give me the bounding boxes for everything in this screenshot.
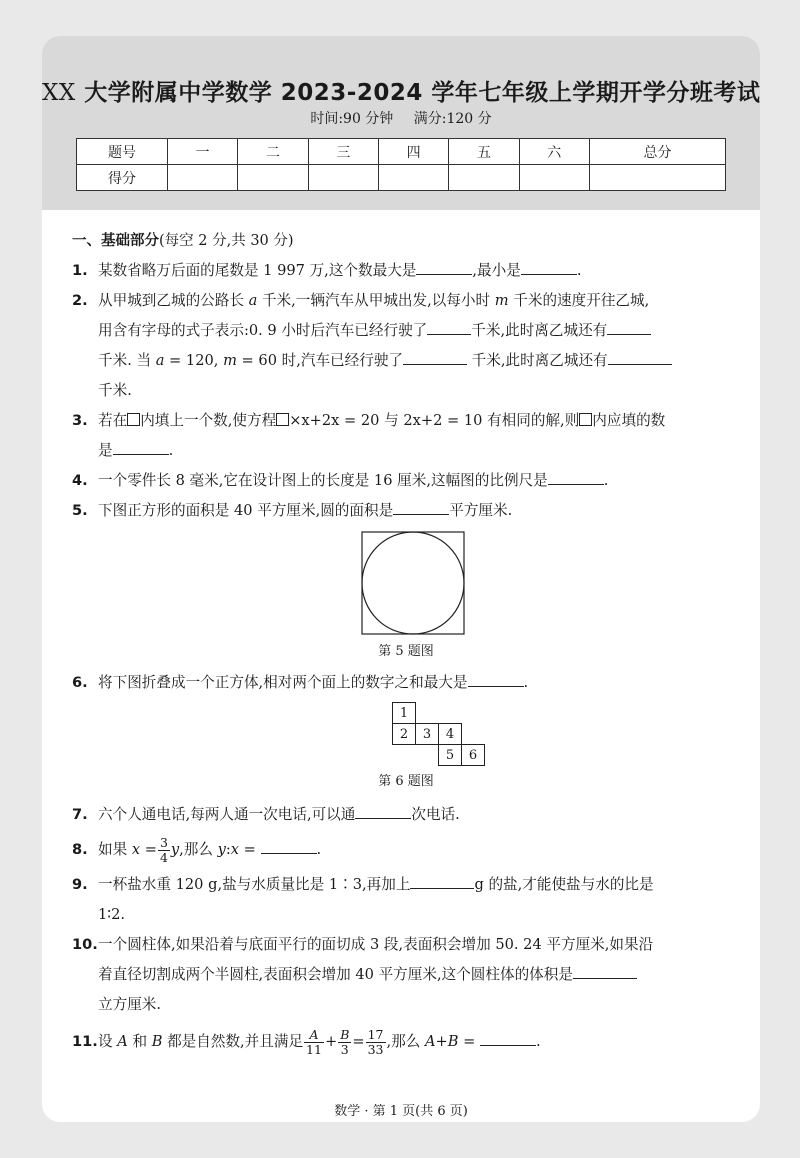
question-9: 9. 一杯盐水重 120 g,盐与水质量比是 1∶3,再加上 g 的盐,才能使盐与水的比是 1∶2. <box>72 870 740 930</box>
question-number: 5. <box>72 502 88 519</box>
score-cell: 总分 <box>589 139 725 165</box>
score-cell: 五 <box>449 139 519 165</box>
question-5: 5. 下图正方形的面积是 40 平方厘米,圆的面积是 平方厘米. <box>72 496 740 526</box>
answer-blank[interactable] <box>607 316 651 335</box>
exam-sheet <box>42 36 760 1122</box>
score-table-score-row <box>77 165 726 191</box>
question-7: 7. 六个人通电话,每两人通一次电话,可以通 次电话. <box>72 800 740 830</box>
question-11: 11. 设 A 和 B 都是自然数,并且满足 $\frac{A}{11}$ + $\frac{B}{3}$ = $\frac{17}{33}$ ,那么 A+B = . <box>72 1020 740 1064</box>
net-cell: 2 <box>392 723 416 745</box>
answer-blank[interactable] <box>521 256 577 275</box>
question-number: 1. <box>72 262 88 279</box>
score-cell: 二 <box>238 139 308 165</box>
header-band <box>42 36 760 210</box>
score-input-cell[interactable] <box>589 165 725 191</box>
page-footer: 数学 · 第 1 页(共 6 页) <box>334 1104 468 1119</box>
fraction: $\frac{17}{33}$ <box>367 1026 384 1057</box>
square-circle-diagram <box>72 526 740 642</box>
answer-blank[interactable] <box>573 960 637 979</box>
question-number: 9. <box>72 876 88 893</box>
answer-blank[interactable] <box>113 436 169 455</box>
cube-net <box>72 698 740 790</box>
figure-5 <box>72 526 740 642</box>
exam-body <box>72 226 740 1064</box>
net-cell: 4 <box>438 723 462 745</box>
question-number: 10. <box>72 936 98 953</box>
exam-time: 时间:90 分钟 <box>310 111 394 127</box>
score-input-cell[interactable] <box>308 165 378 191</box>
net-cell: 5 <box>438 744 462 766</box>
question-1: 1. 某数省略万后面的尾数是 1 997 万,这个数最大是 ,最小是 . <box>72 256 740 286</box>
answer-blank[interactable] <box>480 1027 536 1046</box>
score-cell: 六 <box>519 139 589 165</box>
question-number: 3. <box>72 412 88 429</box>
net-cell: 6 <box>461 744 485 766</box>
square-box-icon <box>579 413 592 426</box>
question-3: 3. 若在 内填上一个数,使方程 ×x+2x = 20 与 2x+2 = 10 有相同的解,则 内应填的数 是 . <box>72 406 740 466</box>
answer-blank[interactable] <box>608 346 672 365</box>
answer-blank[interactable] <box>355 800 411 819</box>
answer-blank[interactable] <box>416 256 472 275</box>
question-number: 4. <box>72 472 88 489</box>
question-8: 8. 如果 x = $\frac{3}{4}$ y,那么 y:x = . <box>72 830 740 870</box>
square-box-icon <box>127 413 140 426</box>
exam-full-score: 满分:120 分 <box>413 111 492 127</box>
score-input-cell[interactable] <box>168 165 238 191</box>
circle-shape <box>362 532 464 634</box>
score-cell: 得分 <box>77 165 168 191</box>
score-table <box>76 138 726 191</box>
question-2: 2. 从甲城到乙城的公路长 a 千米,一辆汽车从甲城出发,以每小时 m 千米的速度开往乙城, 用含有字母的式子表示:0. 9 小时后汽车已经行驶了 千米,此时离乙城还有 千米. 当 a = 120, m = 60 时,汽车已经行驶了 千米,此时离乙城还有 千米. <box>72 286 740 406</box>
score-cell: 四 <box>378 139 448 165</box>
score-cell: 三 <box>308 139 378 165</box>
section-title: 一、基础部分(每空 2 分,共 30 分) <box>72 233 294 249</box>
score-input-cell[interactable] <box>238 165 308 191</box>
question-number: 6. <box>72 674 88 691</box>
answer-blank[interactable] <box>468 668 524 687</box>
fraction: $\frac{A}{11}$ <box>306 1026 322 1057</box>
answer-blank[interactable] <box>548 466 604 485</box>
answer-blank[interactable] <box>261 835 317 854</box>
answer-blank[interactable] <box>403 346 467 365</box>
answer-blank[interactable] <box>393 496 449 515</box>
question-number: 11. <box>72 1033 98 1050</box>
figure-6-caption: 第 6 题图 <box>378 774 434 789</box>
net-cell: 1 <box>392 702 416 724</box>
fraction: $\frac{3}{4}$ <box>159 834 168 865</box>
question-10: 10. 一个圆柱体,如果沿着与底面平行的面切成 3 段,表面积会增加 50. 24 平方厘米,如果沿 着直径切割成两个半圆柱,表面积会增加 40 平方厘米,这个圆柱体的体积是 立方厘米. <box>72 930 740 1020</box>
score-input-cell[interactable] <box>378 165 448 191</box>
score-input-cell[interactable] <box>519 165 589 191</box>
score-input-cell[interactable] <box>449 165 519 191</box>
exam-info <box>42 108 760 128</box>
question-4: 4. 一个零件长 8 毫米,它在设计图上的长度是 16 厘米,这幅图的比例尺是 . <box>72 466 740 496</box>
answer-blank[interactable] <box>410 870 474 889</box>
question-6: 6. 将下图折叠成一个正方体,相对两个面上的数字之和最大是 . <box>72 668 740 698</box>
fraction: $\frac{B}{3}$ <box>340 1026 350 1057</box>
score-table-header-row <box>77 139 726 165</box>
score-cell: 一 <box>168 139 238 165</box>
score-cell: 题号 <box>77 139 168 165</box>
net-cell: 3 <box>415 723 439 745</box>
question-number: 2. <box>72 292 88 309</box>
question-number: 7. <box>72 806 88 823</box>
answer-blank[interactable] <box>427 316 471 335</box>
question-number: 8. <box>72 841 88 858</box>
exam-title: XX 大学附属中学数学 2023-2024 学年七年级上学期开学分班考试 <box>42 80 760 106</box>
square-box-icon <box>276 413 289 426</box>
figure-5-caption: 第 5 题图 <box>378 644 434 659</box>
